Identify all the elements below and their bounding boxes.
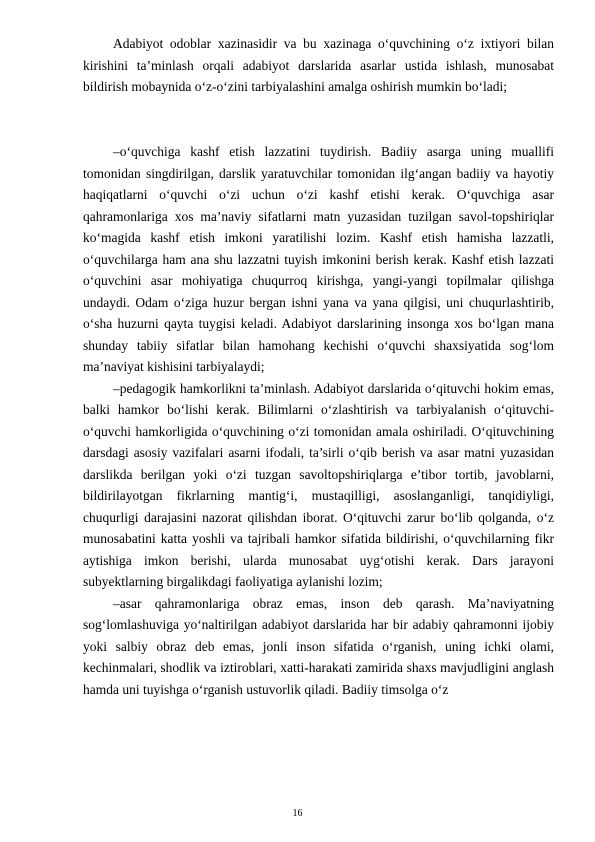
list-paragraphs-block [83,141,554,700]
paragraph-1: Adabiyot odoblar xazinasidir va bu xazinaga o‘quvchining o‘z ixtiyori bilan kirishini ta’minlash orqali adabiyot darslarida asarlar ustida ishlash, munosabat bildirish mobaynida o‘z-o‘zini tarbiyalashini amalga oshirish mumkin bo‘ladi; [83,36,554,94]
page-number: 16 [292,808,303,819]
intro-paragraph-block [83,33,554,98]
paragraph-4: –asar qahramonlariga obraz emas, inson deb qarash. Ma’naviyatning sog‘lomlashuviga yo‘naltirilgan adabiyot darslarida har bir adabiy qahramonni ijobiy yoki salbiy obraz deb emas, jonli inson sifatida o‘rganish, uning ichki olami, kechinmalari, shodlik va iztiroblari, xatti-harakati zamirida shaxs mavjudligini anglash hamda uni tuyishga o‘rganish ustuvorlik qiladi. Badiiy timsolga o‘z [83,595,554,697]
paragraph-3: –pedagogik hamkorlikni ta’minlash. Adabiyot darslarida o‘qituvchi hokim emas, balki hamkor bo‘lishi kerak. Bilimlarni o‘zlashtirish va tarbiyalanish o‘qituvchi-o‘quvchi hamkorligida o‘quvchining o‘zi tomonidan amala oshiriladi. O‘qituvchining darsdagi asosiy vazifalari asarni ifodali, ta’sirli o‘qib berish va asar matni yuzasidan darslikda berilgan yoki o‘zi tuzgan savoltopshiriqlarga e’tibor tortib, javoblarni, bildirilayotgan fikrlarning mantig‘i, mustaqilligi, asoslanganligi, tanqidiyligi, chuqurligi darajasini nazorat qilishdan iborat. O‘qituvchi zarur bo‘lib qolganda, o‘z munosabatini katta yoshli va tajribali hamkor sifatida bildirishi, o‘quvchilarning fikr aytishiga imkon berishi, ularda munosabat uyg‘otishi kerak. Dars jarayoni subyektlarning birgalikdagi faoliyatiga aylanishi lozim; [83,380,554,589]
paragraph-2: –o‘quvchiga kashf etish lazzatini tuydirish. Badiiy asarga uning muallifi tomonidan singdirilgan, darslik yaratuvchilar tomonidan ilg‘angan badiiy va hayotiy haqiqatlarni o‘quvchi o‘zi uchun o‘zi kashf etishi kerak. O‘quvchiga asar qahramonlariga xos ma’naviy sifatlarni matn yuzasidan tuzilgan savol-topshiriqlar ko‘magida kashf etish imkoni yaratilishi lozim. Kashf etish hamisha lazzatli, o‘quvchilarga ham ana shu lazzatni tuyish imkonini berish kerak. Kashf etish lazzati o‘quvchini asar mohiyatiga chuqurroq kirishga, yangi-yangi topilmalar qilishga undaydi. Odam o‘ziga huzur bergan ishni yana va yana qilgisi, uni chuqurlashtirib, o‘sha huzurni qayta tuygisi keladi. Adabiyot darslarining insonga xos bo‘lgan mana shunday tabiiy sifatlar bilan hamohang kechishi o‘quvchi shaxsiyatida sog‘lom ma’naviyat kishisini tarbiyalaydi; [83,144,554,374]
